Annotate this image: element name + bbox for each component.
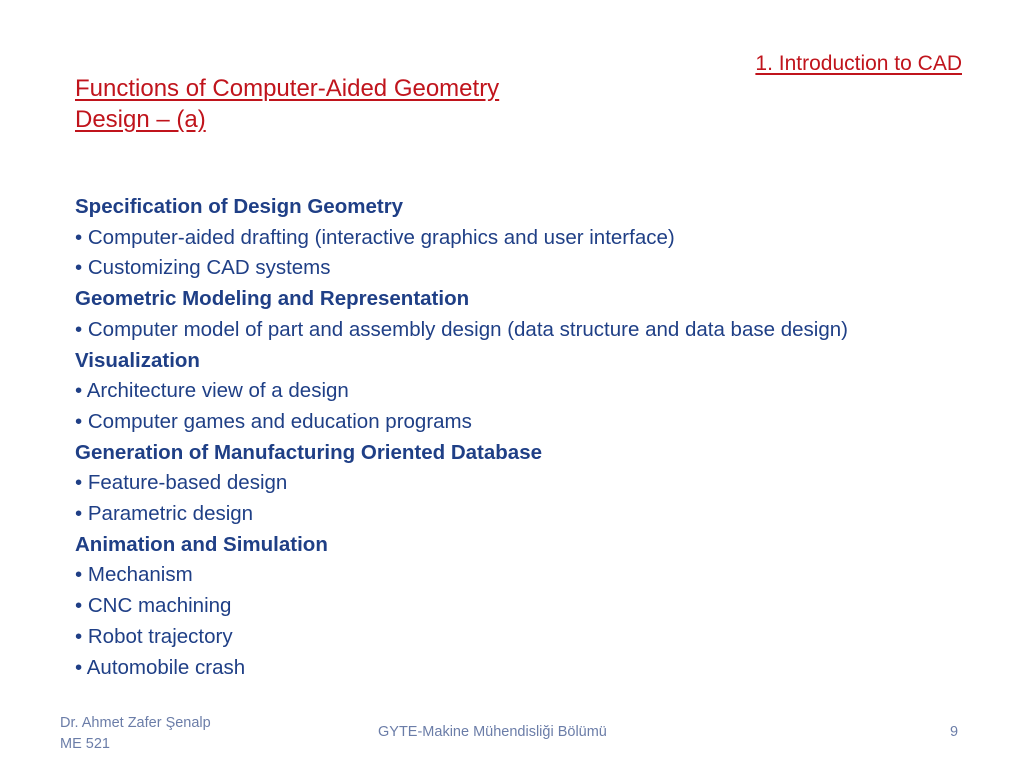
bullet-item: • Mechanism [75, 563, 193, 587]
section-heading: Generation of Manufacturing Oriented Database [75, 440, 543, 464]
bullet-item: • Customizing CAD systems [75, 256, 331, 280]
slide-title-line-1: Functions of Computer-Aided Geometry [75, 75, 500, 102]
bullet-item: • Robot trajectory [75, 624, 233, 648]
bullet-item: • Automobile crash [75, 655, 246, 679]
section-heading: Animation and Simulation [75, 532, 328, 556]
author-name: Dr. Ahmet Zafer Şenalp [60, 715, 211, 731]
bullet-item: • Computer-aided drafting (interactive graphics and user interface) [75, 225, 675, 249]
course-code: ME 521 [60, 736, 110, 752]
bullet-item: • Parametric design [75, 502, 254, 526]
bullet-item: • Architecture view of a design [75, 379, 349, 403]
bullet-item: • Computer model of part and assembly design (data structure and data base design) [75, 317, 848, 341]
section-label: 1. Introduction to CAD [755, 52, 962, 75]
footer-author [60, 713, 211, 755]
bullet-item: • CNC machining [75, 594, 232, 618]
bullet-item: • Computer games and education programs [75, 409, 472, 433]
section-heading: Visualization [75, 348, 200, 372]
slide-body [75, 192, 855, 683]
slide-title-line-2: Design – (a) [75, 106, 206, 133]
section-heading: Specification of Design Geometry [75, 195, 404, 218]
footer-department: GYTE-Makine Mühendisliği Bölümü [378, 724, 607, 740]
bullet-item: • Feature-based design [75, 471, 288, 495]
section-heading: Geometric Modeling and Representation [75, 287, 470, 311]
slide-title [75, 73, 595, 135]
page-number: 9 [950, 724, 959, 740]
